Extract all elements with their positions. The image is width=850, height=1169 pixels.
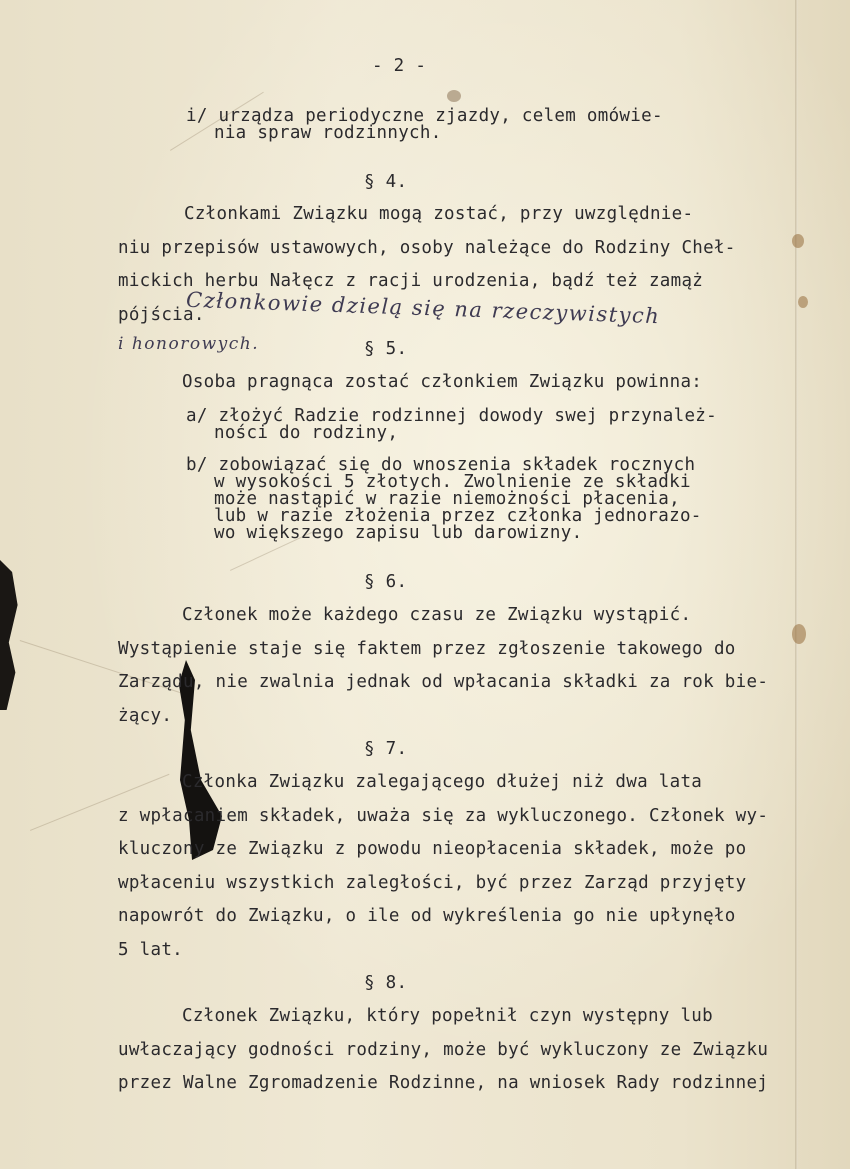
text-line: może nastąpić w razie niemożności płacenia,: [214, 489, 680, 509]
text-line: przez Walne Zgromadzenie Rodzinne, na wniosek Rady rodzinnej: [118, 1073, 769, 1093]
text-line: napowrót do Związku, o ile od wykreślenia go nie upłynęło: [118, 906, 736, 926]
handwritten-annotation: Członkowie dzielą się na rzeczywistych: [185, 287, 661, 329]
text-line: uwłaczający godności rodziny, może być wykluczony ze Związku: [118, 1040, 769, 1060]
text-line: Członka Związku zalegającego dłużej niż dwa lata: [182, 772, 703, 792]
text-line: a/ złożyć Radzie rodzinnej dowody swej przynależ-: [186, 406, 717, 426]
section-heading: § 8.: [364, 973, 408, 993]
section-heading: § 7.: [364, 739, 408, 759]
text-line: b/ zobowiązać się do wnoszenia składek rocznych: [186, 455, 696, 475]
text-line: nia spraw rodzinnych.: [214, 123, 442, 143]
handwritten-annotation: i honorowych.: [118, 334, 260, 354]
text-line: żący.: [118, 706, 173, 726]
text-line: Członkami Związku mogą zostać, przy uwzględnie-: [184, 204, 694, 224]
text-line: wpłaceniu wszystkich zaległości, być przez Zarząd przyjęty: [118, 873, 747, 893]
stain: [792, 234, 804, 248]
stain: [447, 90, 461, 102]
torn-edge: [0, 560, 22, 710]
text-line: Członek Związku, który popełnił czyn występny lub: [182, 1006, 713, 1026]
text-line: w wysokości 5 złotych. Zwolnienie ze składki: [214, 472, 691, 492]
page-number: - 2 -: [372, 56, 427, 76]
text-line: Zarządu, nie zwalnia jednak od wpłacania składki za rok bie-: [118, 672, 769, 692]
section-heading: § 5.: [364, 339, 408, 359]
section-heading: § 4.: [364, 172, 408, 192]
page-fold: [795, 0, 798, 1169]
section-heading: § 6.: [364, 572, 408, 592]
text-line: kluczony ze Związku z powodu nieopłacenia składek, może po: [118, 839, 747, 859]
stain: [792, 624, 806, 644]
text-line: Członek może każdego czasu ze Związku wystąpić.: [182, 605, 692, 625]
text-line: lub w razie złożenia przez członka jednorazo-: [214, 506, 702, 526]
text-line: wo większego zapisu lub darowizny.: [214, 523, 583, 543]
text-line: z wpłacaniem składek, uważa się za wykluczonego. Członek wy-: [118, 806, 769, 826]
text-line: pójścia.: [118, 305, 205, 325]
text-line: 5 lat.: [118, 940, 184, 960]
text-line: Osoba pragnąca zostać członkiem Związku powinna:: [182, 372, 703, 392]
stain: [798, 296, 808, 308]
text-line: niu przepisów ustawowych, osoby należące do Rodziny Cheł-: [118, 238, 736, 258]
text-line: i/ urządza periodyczne zjazdy, celem omówie-: [186, 106, 663, 126]
text-line: mickich herbu Nałęcz z racji urodzenia, bądź też zamąż: [118, 271, 704, 291]
text-line: Wystąpienie staje się faktem przez zgłoszenie takowego do: [118, 639, 736, 659]
text-line: ności do rodziny,: [214, 423, 399, 443]
